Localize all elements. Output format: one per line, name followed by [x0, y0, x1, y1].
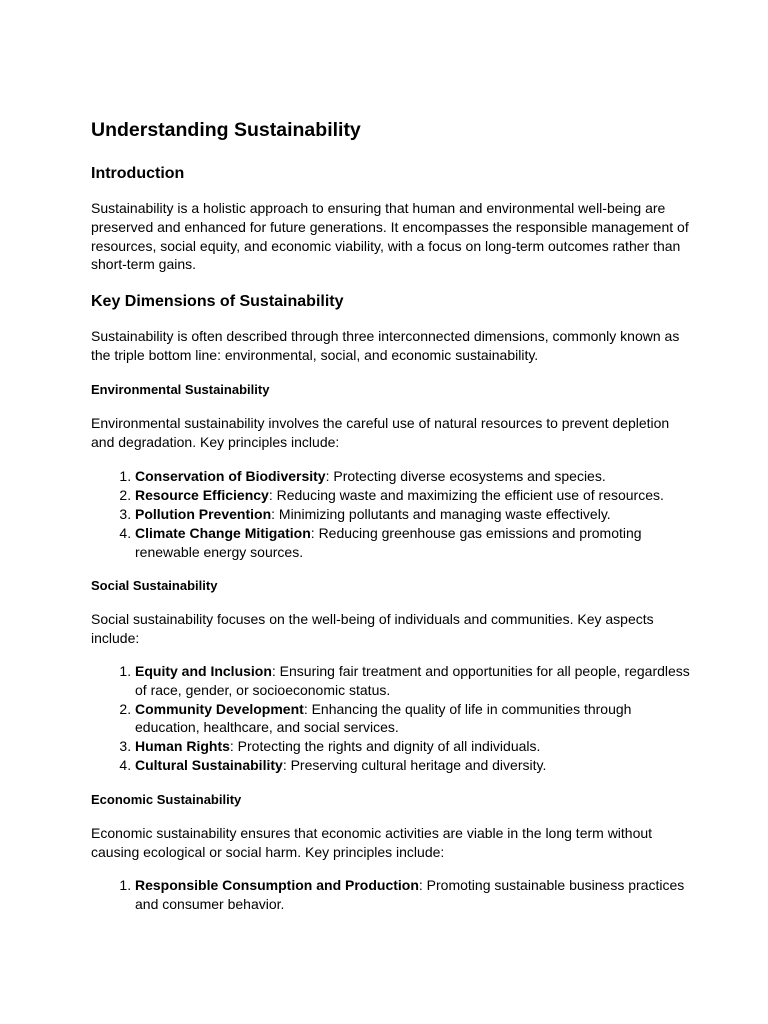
economic-list [91, 876, 691, 914]
list-item-term: Resource Efficiency [135, 487, 269, 504]
list-item-term: Equity and Inclusion [135, 662, 272, 679]
social-paragraph: Social sustainability focuses on the well-being of individuals and communities. Key aspects include: [91, 611, 654, 647]
social-list [91, 662, 691, 775]
key-dimensions-paragraph: Sustainability is often described through three interconnected dimensions, commonly known as the triple bottom line: environmental, social, and economic sustainability. [91, 328, 680, 363]
list-item-desc: : Ensuring fair treatment and opportunities for all people, regardless of race, gender, or socioeconomic status. [135, 662, 690, 698]
list-item-desc: : Minimizing pollutants and managing waste effectively. [271, 505, 611, 522]
list-item-desc: : Promoting sustainable business practices and consumer behavior. [135, 877, 685, 913]
list-item-desc: : Enhancing the quality of life in communities through education, healthcare, and social services. [135, 700, 632, 736]
environmental-paragraph: Environmental sustainability involves the careful use of natural resources to prevent depletion and degradation. Key principles include: [91, 414, 670, 450]
document-body [91, 112, 691, 914]
list-item [135, 737, 691, 756]
list-item-desc: : Reducing greenhouse gas emissions and promoting renewable energy sources. [135, 524, 642, 560]
list-item [135, 876, 691, 914]
list-item-term: Pollution Prevention [135, 505, 272, 522]
list-item-term: Conservation of Biodiversity [135, 468, 326, 485]
list-item-desc: : Preserving cultural heritage and diversity. [282, 756, 547, 773]
list-item-term: Climate Change Mitigation [135, 524, 311, 541]
economic-paragraph: Economic sustainability ensures that economic activities are viable in the long term without causing ecological or social harm. Key principles include: [91, 824, 653, 860]
list-item [135, 700, 691, 738]
list-item [135, 505, 691, 524]
list-item [135, 756, 691, 775]
environmental-heading: Environmental Sustainability [91, 381, 270, 397]
list-item [135, 467, 691, 486]
intro-paragraph: Sustainability is a holistic approach to ensuring that human and environmental well-being are preserved and enhanced for future generations. It encompasses the responsible management of resources, social equity, and economic viability, with a focus on long-term outcomes rather than short-term gains. [91, 200, 689, 273]
list-item-term: Cultural Sustainability [135, 756, 283, 773]
intro-heading: Introduction [91, 165, 185, 182]
list-item-desc: : Reducing waste and maximizing the efficient use of resources. [268, 487, 664, 504]
list-item-term: Human Rights [135, 738, 230, 755]
list-item [135, 486, 691, 505]
list-item-desc: : Protecting the rights and dignity of all individuals. [229, 738, 541, 755]
list-item-desc: : Protecting diverse ecosystems and species. [325, 468, 606, 485]
list-item [135, 524, 691, 562]
list-item-term: Responsible Consumption and Production [135, 877, 419, 894]
list-item [135, 662, 691, 700]
economic-heading: Economic Sustainability [91, 791, 242, 807]
page-title: Understanding Sustainability [91, 119, 361, 141]
key-dimensions-heading: Key Dimensions of Sustainability [91, 293, 344, 311]
list-item-term: Community Development [135, 700, 304, 717]
environmental-list [91, 467, 691, 561]
social-heading: Social Sustainability [91, 578, 218, 594]
